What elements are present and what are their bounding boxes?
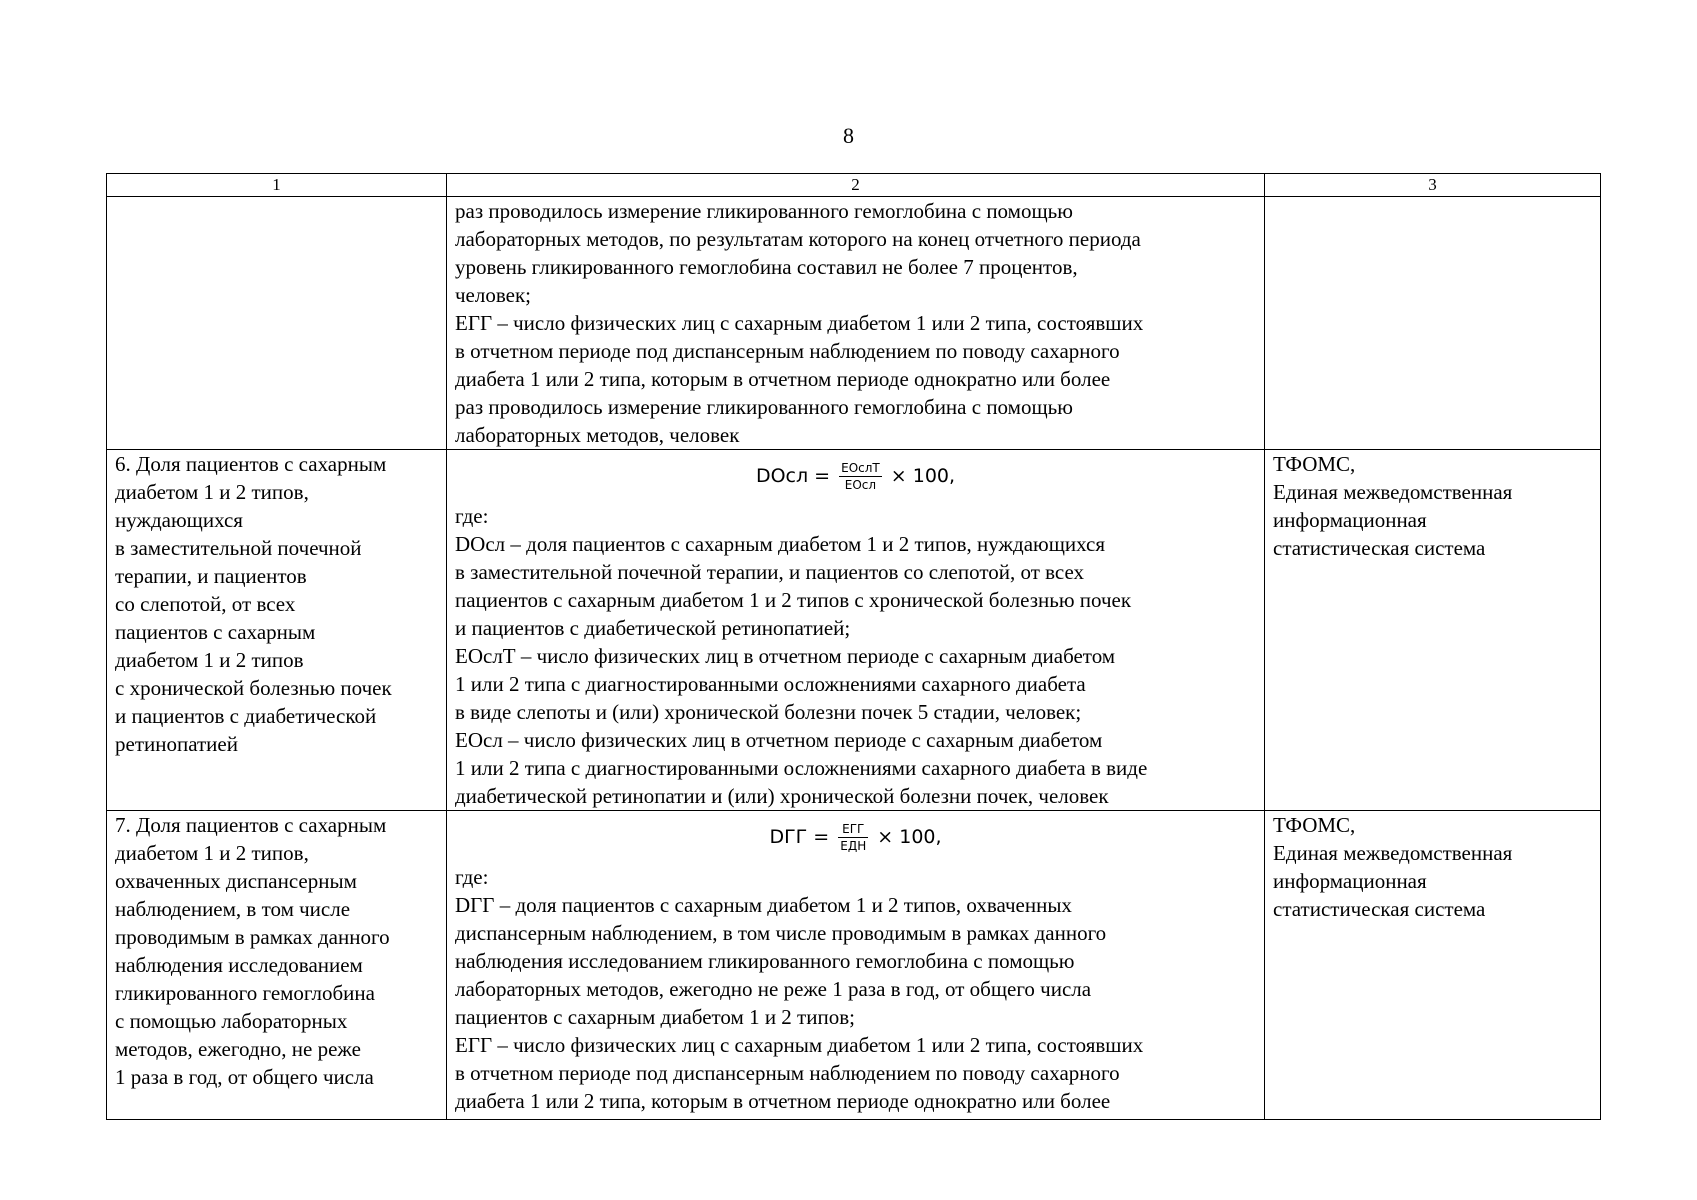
text-line: гликированного гемоглобина [115, 981, 375, 1005]
text-line: диабетом 1 и 2 типов, [115, 841, 309, 865]
table-row [107, 450, 1601, 811]
text-line: ЕГГ – число физических лиц с сахарным диабетом 1 или 2 типа, состоявших [455, 1033, 1144, 1057]
formula-lhs: DГГ = [769, 826, 830, 848]
indicator-name-cell [107, 197, 447, 450]
text-line: проводимым в рамках данного [115, 925, 390, 949]
text-line: со слепотой, от всех [115, 592, 296, 616]
text-line: в заместительной почечной [115, 536, 362, 560]
text-line: пациентов с сахарным диабетом 1 и 2 типов; [455, 1005, 855, 1029]
text-line: ТФОМС, [1273, 813, 1356, 837]
text-line: терапии, и пациентов [115, 564, 307, 588]
text-line: DOсл – доля пациентов с сахарным диабетом 1 и 2 типов, нуждающихся [455, 532, 1106, 556]
text-line: наблюдения исследованием [115, 953, 363, 977]
page-number: 8 [843, 123, 854, 148]
text-line: диабетом 1 и 2 типов [115, 648, 304, 672]
column-header-2: 2 [447, 174, 1265, 197]
formula-numerator: EOслТ [841, 461, 880, 475]
data-source-cell [1265, 811, 1601, 1120]
text-line: уровень гликированного гемоглобина составил не более 7 процентов, [455, 255, 1078, 279]
text-line: нуждающихся [115, 508, 243, 532]
text-line: 1 или 2 типа с диагностированными осложнениями сахарного диабета [455, 672, 1086, 696]
text-line: ЕОслТ – число физических лиц в отчетном периоде с сахарным диабетом [455, 644, 1116, 668]
text-line: пациентов с сахарным диабетом 1 и 2 типов с хронической болезнью почек [455, 588, 1132, 612]
column-header-3: 3 [1265, 174, 1601, 197]
text-line: ретинопатией [115, 732, 238, 756]
table-header-row [107, 174, 1601, 197]
text-line: 6. Доля пациентов с сахарным [115, 452, 387, 476]
data-source-cell [1265, 197, 1601, 450]
calculation-method-cell [447, 197, 1265, 450]
text-line: Единая межведомственная [1273, 480, 1513, 504]
formula-denominator: ЕДН [840, 839, 867, 853]
text-line: диабетом 1 и 2 типов, [115, 480, 309, 504]
text-line: диабета 1 или 2 типа, которым в отчетном периоде однократно или более [455, 1089, 1111, 1113]
text-line: 1 или 2 типа с диагностированными осложнениями сахарного диабета в виде [455, 756, 1148, 780]
text-line: где: [455, 504, 489, 528]
text-line: статистическая система [1273, 897, 1486, 921]
text-line: наблюдением, в том числе [115, 897, 351, 921]
text-line: раз проводилось измерение гликированного гемоглобина с помощью [455, 395, 1073, 419]
text-line: в отчетном периоде под диспансерным наблюдением по поводу сахарного [455, 339, 1120, 363]
text-line: и пациентов с диабетической ретинопатией; [455, 616, 851, 640]
text-line: диабетической ретинопатии и (или) хронической болезни почек, человек [455, 784, 1109, 808]
calculation-method-cell [447, 811, 1265, 1120]
text-line: ЕГГ – число физических лиц с сахарным диабетом 1 или 2 типа, состоявших [455, 311, 1144, 335]
text-line: человек; [455, 283, 532, 307]
text-line: и пациентов с диабетической [115, 704, 377, 728]
text-line: в виде слепоты и (или) хронической болезни почек 5 стадии, человек; [455, 700, 1082, 724]
formula [455, 811, 1256, 863]
indicators-table [106, 173, 1601, 1120]
formula-fraction [839, 461, 882, 492]
indicator-name-cell [107, 450, 447, 811]
text-line: ЕОсл – число физических лиц в отчетном периоде с сахарным диабетом [455, 728, 1103, 752]
data-source-cell [1265, 450, 1601, 811]
formula-rhs: × 100, [890, 465, 956, 487]
text-line: ТФОМС, [1273, 452, 1356, 476]
text-line: Единая межведомственная [1273, 841, 1513, 865]
text-line: DГГ – доля пациентов с сахарным диабетом 1 и 2 типов, охваченных [455, 893, 1072, 917]
text-line: методов, ежегодно, не реже [115, 1037, 361, 1061]
text-line: в заместительной почечной терапии, и пациентов со слепотой, от всех [455, 560, 1085, 584]
text-line: раз проводилось измерение гликированного гемоглобина с помощью [455, 199, 1073, 223]
text-line: охваченных диспансерным [115, 869, 357, 893]
calculation-method-cell [447, 450, 1265, 811]
text-line: с помощью лабораторных [115, 1009, 348, 1033]
text-line: информационная [1273, 508, 1427, 532]
formula [455, 450, 1256, 502]
text-line: с хронической болезнью почек [115, 676, 392, 700]
formula-denominator: EOсл [844, 478, 877, 492]
text-line: лабораторных методов, человек [455, 423, 740, 447]
text-line: пациентов с сахарным [115, 620, 316, 644]
text-line: в отчетном периоде под диспансерным наблюдением по поводу сахарного [455, 1061, 1120, 1085]
text-line: статистическая система [1273, 536, 1486, 560]
text-line: диспансерным наблюдением, в том числе проводимым в рамках данного [455, 921, 1107, 945]
table-row [107, 811, 1601, 1120]
text-line: 7. Доля пациентов с сахарным [115, 813, 387, 837]
text-line: наблюдения исследованием гликированного гемоглобина с помощью [455, 949, 1075, 973]
formula-fraction [838, 822, 868, 853]
table-row [107, 197, 1601, 450]
formula-lhs: DOсл = [755, 465, 831, 487]
text-line: 1 раза в год, от общего числа [115, 1065, 374, 1089]
formula-numerator: ЕГГ [838, 822, 868, 838]
text-line: информационная [1273, 869, 1427, 893]
text-line: лабораторных методов, по результатам которого на конец отчетного периода [455, 227, 1141, 251]
column-header-1: 1 [107, 174, 447, 197]
text-line: где: [455, 865, 489, 889]
text-line: лабораторных методов, ежегодно не реже 1 раза в год, от общего числа [455, 977, 1092, 1001]
text-line: диабета 1 или 2 типа, которым в отчетном периоде однократно или более [455, 367, 1111, 391]
formula-rhs: × 100, [877, 826, 942, 848]
indicator-name-cell [107, 811, 447, 1120]
